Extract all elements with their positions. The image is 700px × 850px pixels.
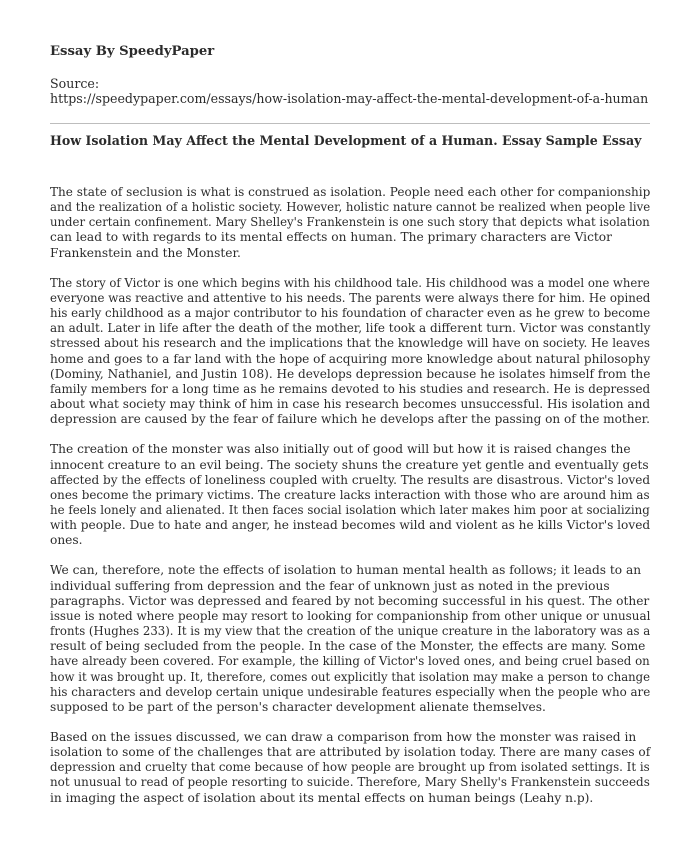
text-line: innocent creature to an evil being. The society shuns the creature yet gentle and eventually gets — [50, 457, 649, 472]
source-url: https://speedypaper.com/essays/how-isolation-may-affect-the-mental-development-of-a-human — [50, 91, 649, 106]
text-line: ones become the primary victims. The creature lacks interaction with those who are around him as — [50, 487, 650, 502]
text-line: The state of seclusion is what is construed as isolation. People need each other for companionship — [50, 185, 651, 199]
text-line: isolation to some of the challenges that are attributed by isolation today. There are many cases of — [50, 745, 651, 760]
text-line: (Dominy, Nathaniel, and Justin 108). He develops depression because he isolates himself from the — [50, 366, 651, 381]
text-line: The creation of the monster was also initially out of good will but how it is raised changes the — [50, 442, 631, 457]
text-line: depression and cruelty that come because of how people are brought up from isolated settings. It is — [50, 760, 650, 775]
text-line: can lead to with regards to its mental effects on human. The primary characters are Victor — [50, 230, 612, 245]
header-divider — [50, 123, 650, 124]
text-line: individual suffering from depression and the fear of unknown just as noted in the previous — [50, 578, 610, 593]
text-line: not unusual to read of people resorting to suicide. Therefore, Mary Shelly's Frankenstein succeeds — [50, 775, 650, 790]
source-label: Source: — [50, 76, 100, 91]
essay-body — [50, 185, 650, 821]
text-line: under certain confinement. Mary Shelley's Frankenstein is one such story that depicts what isolation — [50, 215, 650, 230]
text-line: fronts (Hughes 233). It is my view that the creation of the unique creature in the laboratory was as a — [50, 624, 651, 639]
text-line: family members for a long time as he remains devoted to his studies and research. He is depressed — [50, 381, 651, 396]
text-line: in imaging the aspect of isolation about its mental effects on human beings (Leahy n.p). — [50, 790, 594, 805]
text-line: depression are caused by the fear of failure which he develops after the passing on of the mother. — [50, 412, 650, 427]
text-line: with people. Due to hate and anger, he instead becomes wild and violent as he kills Victor's loved — [50, 518, 651, 533]
text-line: The story of Victor is one which begins with his childhood tale. His childhood was a model one where — [50, 275, 650, 290]
essay-title: How Isolation May Affect the Mental Development of a Human. Essay Sample Essay — [50, 133, 642, 148]
text-line: result of being secluded from the people. In the case of the Monster, the effects are many. Some — [50, 639, 646, 654]
text-line: he feels lonely and alienated. It then faces social isolation which later makes him poor at socializing — [50, 502, 650, 517]
text-line: Based on the issues discussed, we can draw a comparison from how the monster was raised in — [50, 730, 637, 744]
text-line: his early childhood as a major contributor to his foundation of character even as he grew to become — [50, 306, 651, 321]
text-line: paragraphs. Victor was depressed and feared by not becoming successful in his quest. The other — [50, 593, 650, 608]
text-line: issue is noted where people may resort to looking for companionship from other unique or unusual — [50, 608, 651, 623]
text-line: We can, therefore, note the effects of isolation to human mental health as follows; it leads to an — [50, 563, 642, 578]
text-line: affected by the effects of loneliness coupled with cruelty. The results are disastrous. Victor's loved — [50, 472, 651, 487]
essay-paragraph-1 — [50, 185, 650, 261]
text-line: an adult. Later in life after the death of the mother, life took a different turn. Victor was constantly — [50, 321, 651, 336]
essay-paragraph-3 — [50, 442, 650, 548]
text-line: how it was brought up. It, therefore, comes out explicitly that isolation may make a person to change — [50, 669, 651, 684]
text-line: stressed about his research and the implications that the knowledge will have on society. He leaves — [50, 336, 650, 351]
text-line: about what society may think of him in case his research becomes unsuccessful. His isolation and — [50, 397, 651, 412]
text-line: home and goes to a far land with the hope of acquiring more knowledge about natural philosophy — [50, 351, 651, 366]
essay-paragraph-5 — [50, 730, 650, 806]
site-header-title: Essay By SpeedyPaper — [50, 44, 215, 59]
text-line: have already been covered. For example, the killing of Victor's loved ones, and being cruel based on — [50, 654, 650, 669]
essay-paragraph-4 — [50, 563, 650, 715]
text-line: supposed to be part of the person's character development alienate themselves. — [50, 699, 546, 714]
text-line: everyone was reactive and attentive to his needs. The parents were always there for him. He opined — [50, 290, 651, 305]
text-line: and the realization of a holistic society. However, holistic nature cannot be realized when people live — [50, 200, 651, 215]
text-line: his characters and develop certain unique undesirable features especially when the people who are — [50, 684, 651, 699]
text-line: ones. — [50, 533, 83, 548]
essay-paragraph-2 — [50, 276, 650, 428]
text-line: Frankenstein and the Monster. — [50, 245, 241, 260]
